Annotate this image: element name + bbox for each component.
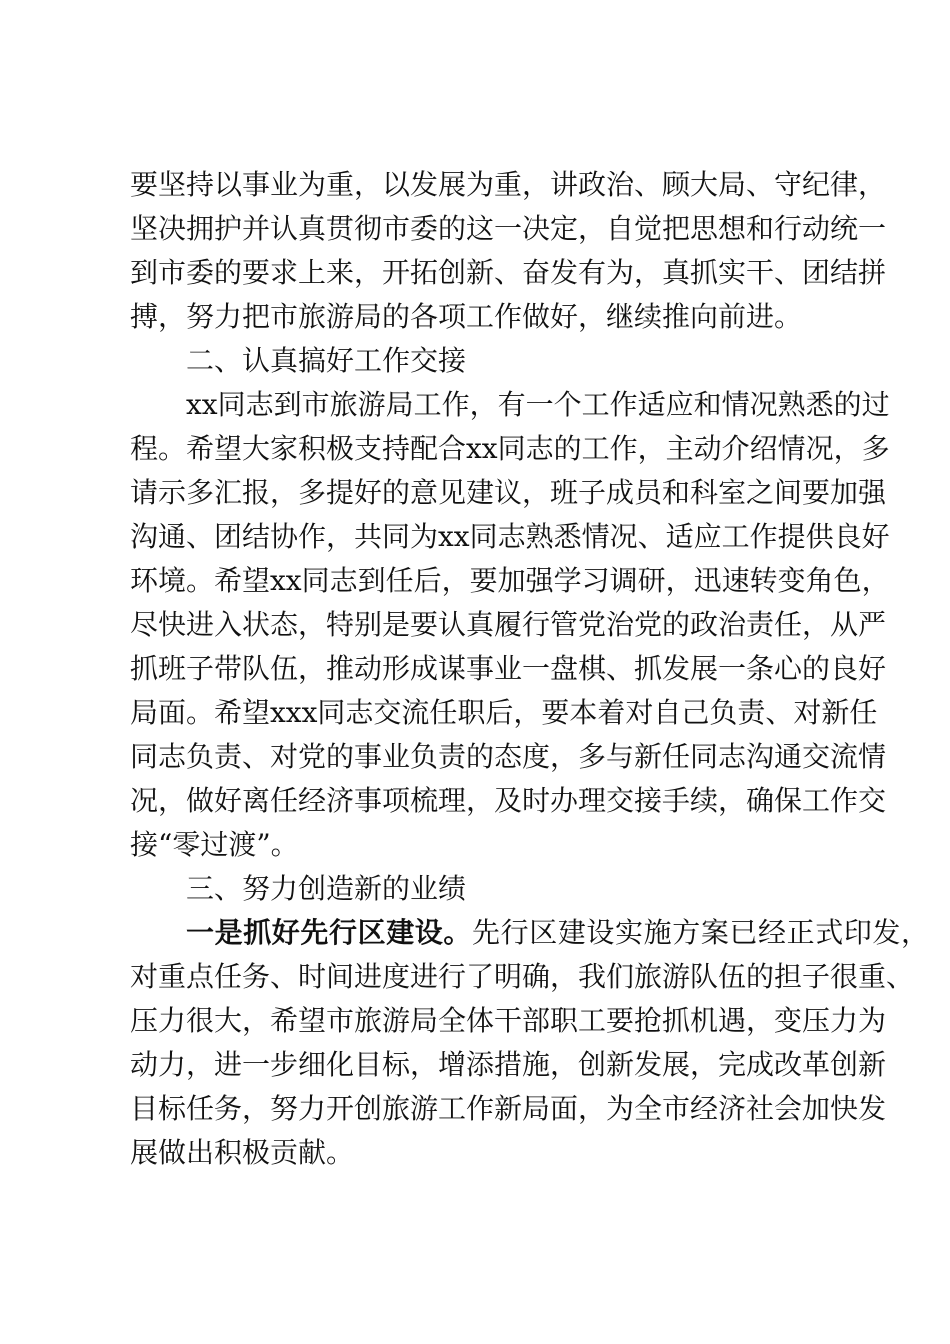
bold-lead-text: 一是抓好先行区建设。: [186, 916, 473, 949]
text-line: 环境。希望xx同志到任后，要加强学习调研，迅速转变角色，: [130, 564, 890, 597]
text-line: 况，做好离任经济事项梳理，及时办理交接手续，确保工作交: [130, 784, 887, 817]
text-line: 抓班子带队伍，推动形成谋事业一盘棋、抓发展一条心的良好: [130, 652, 887, 685]
text-line: 请示多汇报，多提好的意见建议，班子成员和科室之间要加强: [130, 476, 887, 509]
text-line: 到市委的要求上来，开拓创新、奋发有为，真抓实干、团结拼: [130, 256, 887, 289]
text-line-rest: 先行区建设实施方案已经正式印发，: [472, 916, 930, 949]
text-line: 程。希望大家积极支持配合xx同志的工作，主动介绍情况，多: [130, 432, 890, 465]
text-line: 坚决拥护并认真贯彻市委的这一决定，自觉把思想和行动统一: [130, 212, 887, 245]
text-line: 要坚持以事业为重，以发展为重，讲政治、顾大局、守纪律，: [130, 168, 887, 201]
text-line: [186, 911, 930, 955]
text-line: 局面。希望xxx同志交流任职后，要本着对自己负责、对新任: [130, 696, 878, 729]
section-heading: 三、努力创造新的业绩: [186, 872, 467, 905]
text-line: 搏，努力把市旅游局的各项工作做好，继续推向前进。: [130, 300, 803, 333]
text-line: 对重点任务、时间进度进行了明确，我们旅游队伍的担子很重、: [130, 960, 915, 993]
section-heading: 二、认真搞好工作交接: [186, 344, 467, 377]
text-line: 展做出积极贡献。: [130, 1136, 355, 1169]
text-line: 目标任务，努力开创旅游工作新局面，为全市经济社会加快发: [130, 1092, 887, 1125]
text-line: 动力，进一步细化目标，增添措施，创新发展，完成改革创新: [130, 1048, 887, 1081]
text-line: xx同志到市旅游局工作，有一个工作适应和情况熟悉的过: [186, 388, 890, 421]
text-line: 同志负责、对党的事业负责的态度，多与新任同志沟通交流情: [130, 740, 887, 773]
text-line: 尽快进入状态，特别是要认真履行管党治党的政治责任，从严: [130, 608, 887, 641]
text-line: 压力很大，希望市旅游局全体干部职工要抢抓机遇，变压力为: [130, 1004, 887, 1037]
text-line: 接“零过渡”。: [130, 828, 299, 861]
text-line: 沟通、团结协作，共同为xx同志熟悉情况、适应工作提供良好: [130, 520, 890, 553]
